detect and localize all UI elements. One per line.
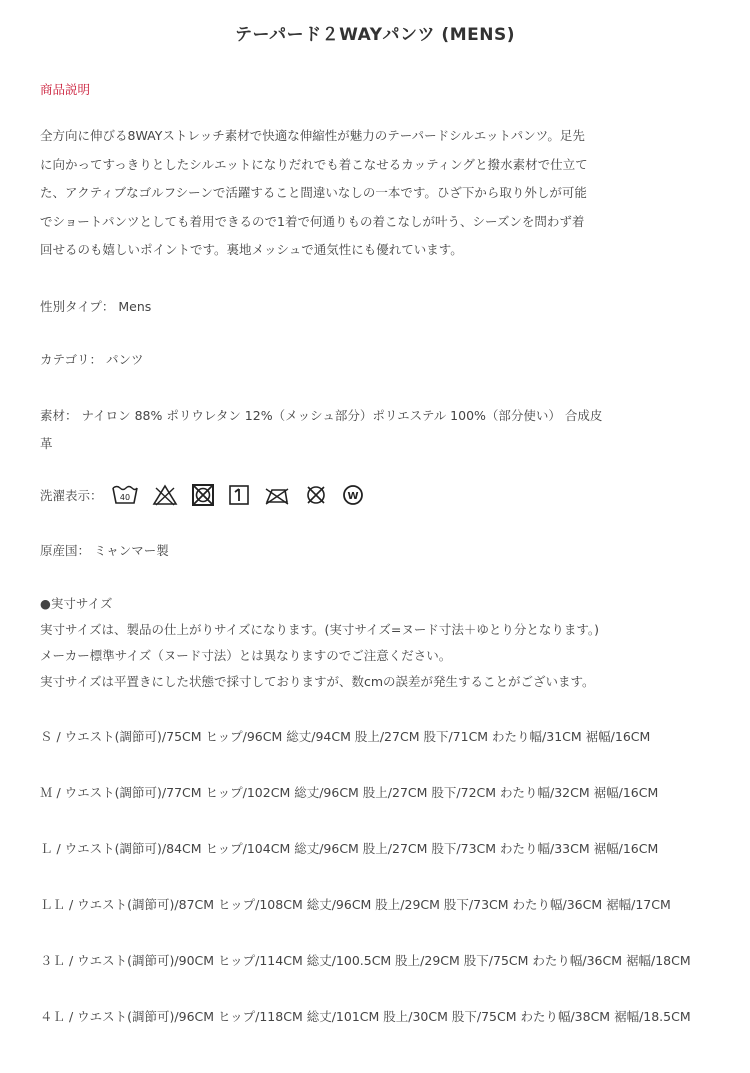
no-iron-icon — [263, 484, 291, 506]
care-instructions — [40, 482, 365, 508]
description-line: 全方向に伸びる8WAYストレッチ素材で快適な伸縮性が魅力のテーパードシルエットパンツ。足先 — [40, 128, 585, 143]
size-row-ll: ＬＬ / ウエスト(調節可)/87CM ヒップ/108CM 総丈/96CM 股上/29CM 股下/73CM わたり幅/36CM 裾幅/17CM — [40, 897, 671, 912]
size-row-s: Ｓ / ウエスト(調節可)/75CM ヒップ/96CM 総丈/94CM 股上/27CM 股下/71CM わたり幅/31CM 裾幅/16CM — [40, 729, 651, 744]
description-line: でショートパンツとしても着用できるので1着で何通りもの着こなしが叶う、シーズンを問わず着 — [40, 213, 585, 229]
description-line: 回せるのも嬉しいポイントです。裏地メッシュで通気性にも優れています。 — [40, 242, 463, 257]
category: カテゴリ： パンツ — [40, 352, 144, 367]
care-icons — [111, 483, 365, 507]
size-row-4l: ４Ｌ / ウエスト(調節可)/96CM ヒップ/118CM 総丈/101CM 股上/30CM 股下/75CM わたり幅/38CM 裾幅/18.5CM — [40, 1009, 691, 1024]
size-row-3l: ３Ｌ / ウエスト(調節可)/90CM ヒップ/114CM 総丈/100.5CM 股上/29CM 股下/75CM わたり幅/36CM 裾幅/18CM — [40, 953, 691, 968]
size-intro-line: メーカー標準サイズ（ヌード寸法）とは異なりますのでご注意ください。 — [40, 648, 452, 663]
size-intro-heading: ●実寸サイズ — [40, 596, 113, 611]
size-intro — [40, 591, 599, 695]
no-dry-clean-icon — [304, 483, 328, 507]
size-row-m: Ｍ / ウエスト(調節可)/77CM ヒップ/102CM 総丈/96CM 股上/27CM 股下/72CM わたり幅/32CM 裾幅/16CM — [40, 785, 659, 800]
size-intro-line: 実寸サイズは、製品の仕上がりサイズになります。(実寸サイズ=ヌード寸法＋ゆとり分となります。) — [40, 622, 599, 637]
wet-clean-icon — [341, 483, 365, 507]
product-description — [40, 122, 630, 265]
no-bleach-icon — [152, 484, 178, 506]
material — [40, 402, 630, 458]
no-tumble-dry-icon — [191, 483, 215, 507]
svg-text:40: 40 — [119, 493, 130, 502]
size-row-l: Ｌ / ウエスト(調節可)/84CM ヒップ/104CM 総丈/96CM 股上/27CM 股下/73CM わたり幅/33CM 裾幅/16CM — [40, 841, 659, 856]
material-line: 革 — [40, 436, 53, 451]
care-label: 洗濯表示： — [40, 488, 103, 503]
gender-type: 性別タイプ： Mens — [40, 299, 152, 314]
section-label-description: 商品説明 — [40, 82, 91, 97]
page-title: テーパード２WAYパンツ (MENS) — [235, 25, 515, 45]
description-line: に向かってすっきりとしたシルエットになりだれでも着こなせるカッティングと撥水素材で仕立て — [40, 156, 588, 172]
line-dry-icon — [228, 484, 250, 506]
country-of-origin: 原産国： ミャンマー製 — [40, 543, 169, 558]
material-line: 素材： ナイロン 88% ポリウレタン 12%（メッシュ部分）ポリエステル 100%（部分使い） 合成皮 — [40, 408, 603, 423]
svg-text:W: W — [347, 491, 359, 502]
wash-40-icon — [111, 484, 139, 506]
size-intro-line: 実寸サイズは平置きにした状態で採寸しておりますが、数cmの誤差が発生することがございます。 — [40, 674, 595, 689]
description-line: た、アクティブなゴルフシーンで活躍すること間違いなしの一本です。ひざ下から取り外しが可能 — [40, 185, 587, 200]
